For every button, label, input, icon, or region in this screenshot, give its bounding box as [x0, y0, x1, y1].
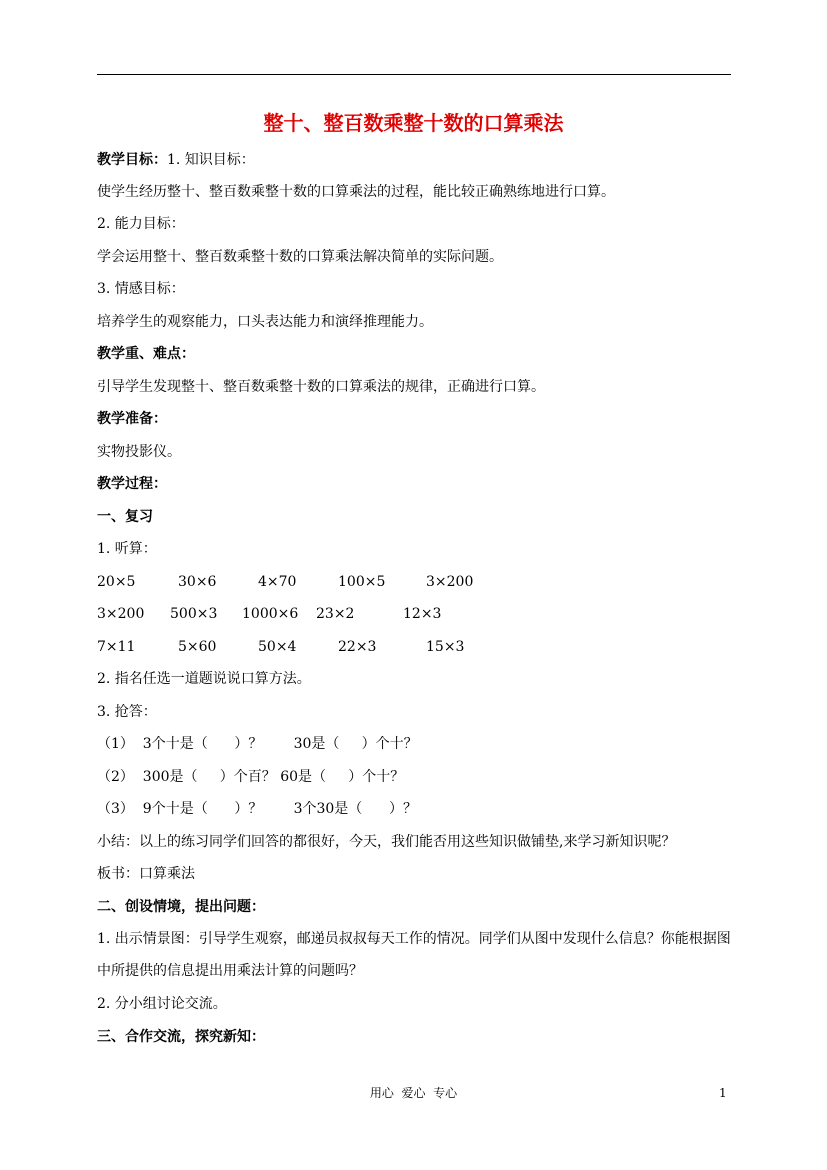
listen-calc-heading: 1. 听算： [97, 541, 157, 557]
review-item-2: 2. 指名任选一道题说说口算方法。 [97, 671, 311, 687]
key-points-heading: 教学重、难点： [97, 346, 195, 362]
calc-item: 15×3 [426, 639, 465, 655]
quick-answer-q2: （2） 300是（ ）个百？ 60是（ ）个十？ [97, 769, 405, 785]
ability-objective-heading: 2. 能力目标： [97, 216, 185, 232]
calc-item: 23×2 [316, 606, 355, 622]
preparation-text: 实物投影仪。 [97, 444, 181, 460]
calc-item: 22×3 [338, 639, 377, 655]
preparation-heading: 教学准备： [97, 411, 167, 427]
section-3-heading: 三、合作交流，探究新知： [97, 1029, 265, 1045]
key-points-text: 引导学生发现整十、整百数乘整十数的口算乘法的规律，正确进行口算。 [97, 379, 545, 395]
section-2-heading: 二、创设情境，提出问题： [97, 899, 265, 915]
knowledge-objective-text: 使学生经历整十、整百数乘整十数的口算乘法的过程，能比较正确熟练地进行口算。 [97, 184, 615, 200]
calc-item: 12×3 [403, 606, 442, 622]
header-rule [97, 74, 731, 75]
calc-item: 500×3 [170, 606, 218, 622]
quick-answer-heading: 3. 抢答： [97, 704, 157, 720]
quick-answer-q1: （1） 3个十是（ ）？ 30是（ ）个十？ [97, 736, 418, 752]
calc-item: 5×60 [178, 639, 217, 655]
section-2-item-1: 1. 出示情景图：引导学生观察，邮递员叔叔每天工作的情况。同学们从图中发现什么信息？你能根据图中所提供的信息提出用乘法计算的问题吗？ [97, 931, 731, 979]
calc-item: 1000×6 [242, 606, 299, 622]
calc-item: 3×200 [426, 574, 474, 590]
review-summary: 小结：以上的练习同学们回答的都很好，今天，我们能否用这些知识做铺垫,来学习新知识呢？ [97, 834, 676, 850]
calc-row-3 [97, 637, 737, 657]
objectives-line [97, 150, 255, 170]
quick-answer-q3: （3） 9个十是（ ）？ 3个30是（ ）？ [97, 801, 417, 817]
calc-item: 7×11 [97, 639, 136, 655]
emotion-objective-text: 培养学生的观察能力，口头表达能力和演绎推理能力。 [97, 314, 433, 330]
process-heading: 教学过程： [97, 476, 167, 492]
calc-item: 4×70 [258, 574, 297, 590]
section-2-item-2: 2. 分小组讨论交流。 [97, 996, 227, 1012]
calc-row-1 [97, 572, 737, 592]
objectives-label: 教学目标： [97, 152, 167, 168]
emotion-objective-heading: 3. 情感目标： [97, 281, 185, 297]
calc-item: 3×200 [97, 606, 145, 622]
calc-item: 20×5 [97, 574, 136, 590]
document-title: 整十、整百数乘整十数的口算乘法 [263, 111, 564, 135]
calc-item: 30×6 [178, 574, 217, 590]
review-heading: 一、复习 [97, 509, 153, 525]
ability-objective-text: 学会运用整十、整百数乘整十数的口算乘法解决简单的实际问题。 [97, 249, 503, 265]
calc-item: 100×5 [338, 574, 386, 590]
page-footer: 用心 爱心 专心 [369, 1086, 458, 1100]
calc-item: 50×4 [258, 639, 297, 655]
calc-row-2 [97, 604, 737, 624]
page-number: 1 [719, 1086, 727, 1100]
knowledge-objective-heading: 1. 知识目标： [167, 152, 255, 168]
board-note: 板书：口算乘法 [97, 866, 195, 882]
